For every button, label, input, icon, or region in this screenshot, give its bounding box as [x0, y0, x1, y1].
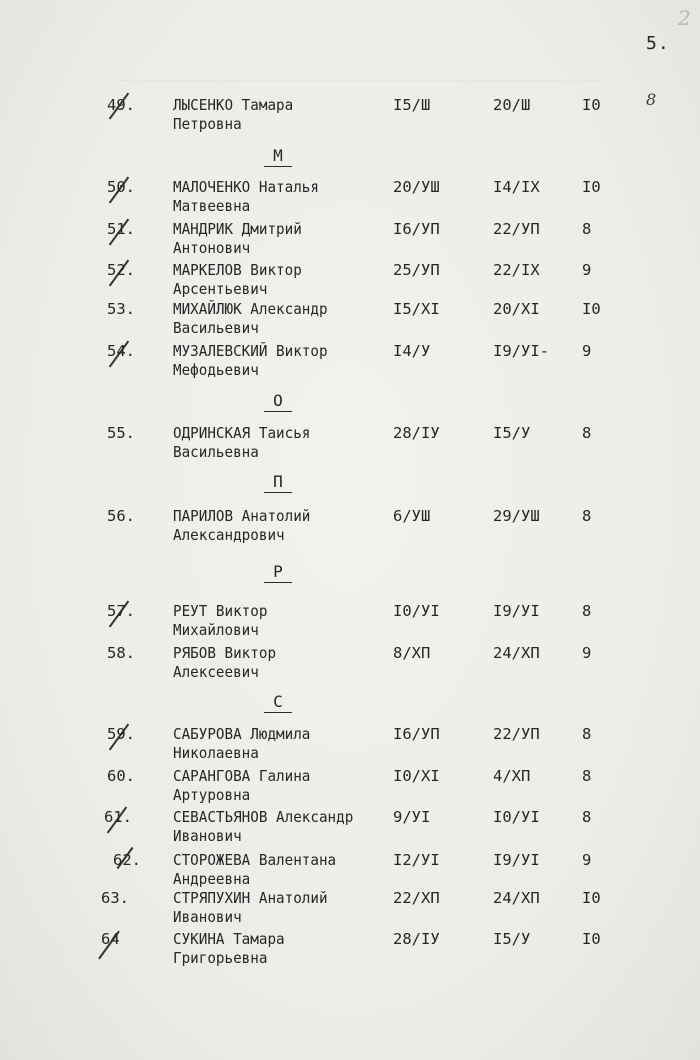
end-date: 22/УП	[493, 220, 540, 238]
start-date: 9/УI	[393, 808, 431, 826]
day-count: I0	[582, 889, 601, 907]
start-date: 25/УП	[393, 261, 440, 279]
end-date: I5/У	[493, 424, 531, 442]
day-count: 8	[582, 602, 592, 620]
person-name: МАЛОЧЕНКО Наталья Матвеевна	[173, 178, 319, 215]
end-date: I9/УI-	[493, 342, 549, 360]
entry-number: 64	[101, 930, 120, 948]
section-letter-p: П	[248, 472, 308, 493]
person-name: СЕВАСТЬЯНОВ Александр Иванович	[173, 808, 354, 845]
person-name: ПАРИЛОВ Анатолий Александрович	[173, 507, 311, 544]
entry-number: 57.	[107, 602, 135, 620]
person-name: РЯБОВ Виктор Алексеевич	[173, 644, 277, 681]
person-name: СТОРОЖЕВА Валентана Андреевна	[173, 851, 337, 888]
person-name: МИХАЙЛЮК Александр Васильевич	[173, 300, 328, 337]
entry-number: 62.	[113, 851, 141, 869]
entry-number: 61.	[104, 808, 132, 826]
entry-number: 54.	[107, 342, 135, 360]
person-name: МАНДРИК Дмитрий Антонович	[173, 220, 302, 257]
start-date: I5/Ш	[393, 96, 431, 114]
corner-pencil-mark: 2	[678, 6, 691, 30]
day-count: 8	[582, 220, 592, 238]
start-date: I6/УП	[393, 220, 440, 238]
end-date: I9/УI	[493, 851, 540, 869]
start-date: 6/УШ	[393, 507, 431, 525]
person-name: МУЗАЛЕВСКИЙ Виктор Мефодьевич	[173, 342, 328, 379]
day-count: 8	[582, 767, 592, 785]
start-date: I6/УП	[393, 725, 440, 743]
end-date: 22/IX	[493, 261, 540, 279]
end-date: 29/УШ	[493, 507, 540, 525]
day-count: I0	[582, 300, 601, 318]
day-count: 8	[582, 507, 592, 525]
start-date: 28/IУ	[393, 930, 440, 948]
end-date: 20/Ш	[493, 96, 531, 114]
person-name: ОДРИНСКАЯ Таисья Васильевна	[173, 424, 311, 461]
start-date: 20/УШ	[393, 178, 440, 196]
end-date: 20/XI	[493, 300, 540, 318]
entry-number: 53.	[107, 300, 135, 318]
section-letter-s: С	[248, 692, 308, 713]
day-count: 8	[582, 725, 592, 743]
entry-number: 56.	[107, 507, 135, 525]
day-count: I0	[582, 930, 601, 948]
person-name: САБУРОВА Людмила Николаевна	[173, 725, 311, 762]
start-date: I4/У	[393, 342, 431, 360]
end-date: I4/IX	[493, 178, 540, 196]
entry-number: 59.	[107, 725, 135, 743]
end-date: 22/УП	[493, 725, 540, 743]
day-count: I0	[582, 178, 601, 196]
person-name: РЕУТ Виктор Михайлович	[173, 602, 268, 639]
start-date: 22/XП	[393, 889, 440, 907]
entry-number: 49.	[107, 96, 135, 114]
person-name: СТРЯПУХИН Анатолий Иванович	[173, 889, 328, 926]
end-date: 24/XП	[493, 644, 540, 662]
section-letter-m: М	[248, 146, 308, 167]
start-date: I0/УI	[393, 602, 440, 620]
person-name: ЛЫСЕНКО Тамара Петровна	[173, 96, 294, 133]
end-date: I0/УI	[493, 808, 540, 826]
start-date: I2/УI	[393, 851, 440, 869]
day-count: 8	[582, 808, 592, 826]
section-letter-r: Р	[248, 562, 308, 583]
person-name: САРАНГОВА Галина Артуровна	[173, 767, 311, 804]
entry-number: 50.	[107, 178, 135, 196]
start-date: 8/XП	[393, 644, 431, 662]
end-date: I9/УI	[493, 602, 540, 620]
section-letter-o: О	[248, 391, 308, 412]
day-count: 9	[582, 851, 592, 869]
start-date: I0/XI	[393, 767, 440, 785]
entry-number: 52.	[107, 261, 135, 279]
start-date: 28/IУ	[393, 424, 440, 442]
day-count: I0	[582, 96, 601, 114]
bleed-through-texture	[120, 80, 600, 93]
person-name: МАРКЕЛОВ Виктор Арсентьевич	[173, 261, 302, 298]
day-count: 9	[582, 342, 592, 360]
entry-number: 63.	[101, 889, 129, 907]
handwritten-mark: 8	[646, 90, 657, 109]
day-count: 9	[582, 644, 592, 662]
end-date: 4/XП	[493, 767, 531, 785]
end-date: I5/У	[493, 930, 531, 948]
entry-number: 60.	[107, 767, 135, 785]
day-count: 8	[582, 424, 592, 442]
entry-number: 51.	[107, 220, 135, 238]
entry-number: 55.	[107, 424, 135, 442]
person-name: СУКИНА Тамара Григорьевна	[173, 930, 285, 967]
end-date: 24/XП	[493, 889, 540, 907]
start-date: I5/XI	[393, 300, 440, 318]
entry-number: 58.	[107, 644, 135, 662]
day-count: 9	[582, 261, 592, 279]
page-number: 5.	[646, 33, 670, 54]
